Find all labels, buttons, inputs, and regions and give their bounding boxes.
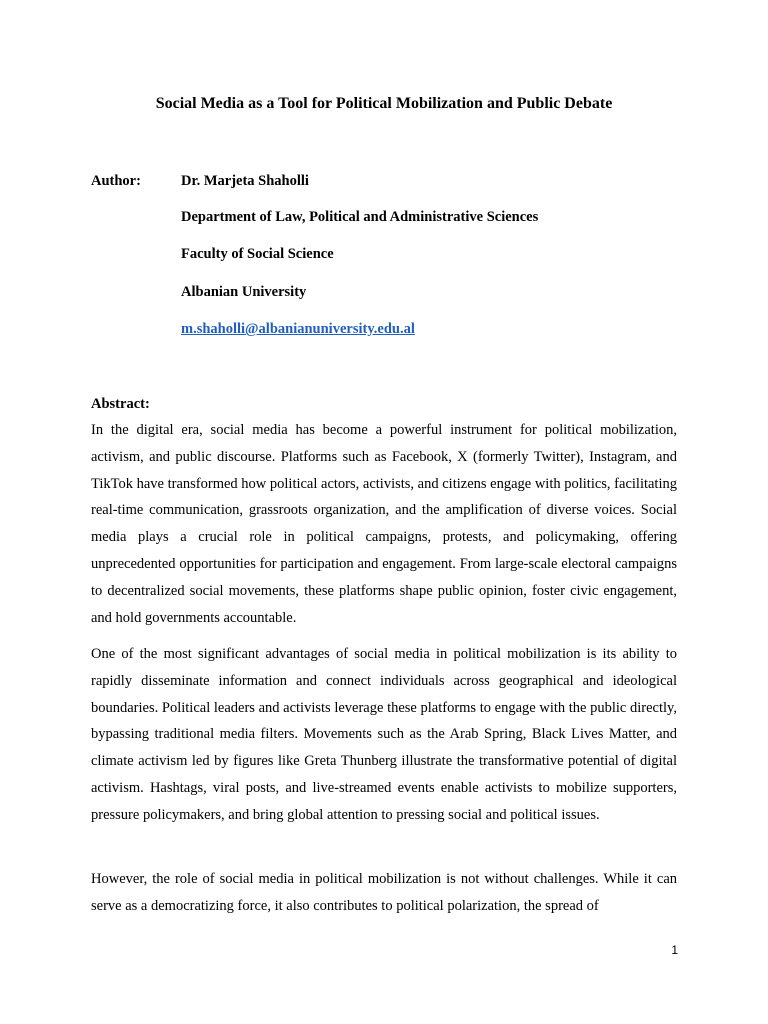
abstract-paragraph-1: In the digital era, social media has become a powerful instrument for political mobilization, activism, and public discourse. Platforms such as Facebook, X (formerly Twitter), Instagram, and TikTok have transformed how political actors, activists, and citizens engage with politics, facilitating real-time communication, grassroots organization, and the amplification of diverse voices. Social media plays a crucial role in political campaigns, protests, and policymaking, offering unprecedented opportunities for participation and engagement. From large-scale electoral campaigns to decentralized social movements, these platforms shape public opinion, foster civic engagement, and hold governments accountable. xyxy=(91,422,677,626)
author-name: Dr. Marjeta Shaholli xyxy=(181,173,309,189)
author-email-link[interactable]: m.shaholli@albanianuniversity.edu.al xyxy=(181,321,415,337)
abstract-paragraph-2: One of the most significant advantages of social media in political mobilization is its ability to rapidly disseminate information and connect individuals across geographical and ideological boundaries. Political leaders and activists leverage these platforms to engage with the public directly, bypassing traditional media filters. Movements such as the Arab Spring, Black Lives Matter, and climate activism led by figures like Greta Thunberg illustrate the transformative potential of digital activism. Hashtags, viral posts, and live-streamed events enable activists to mobilize supporters, pressure policymakers, and bring global attention to pressing social and political issues. xyxy=(91,646,677,823)
abstract-heading: Abstract: xyxy=(91,396,150,412)
author-email-row xyxy=(181,319,415,339)
author-label: Author: xyxy=(91,173,141,189)
abstract-paragraph-3: However, the role of social media in political mobilization is not without challenges. While it can serve as a democratizing force, it also contributes to political polarization, the spread of xyxy=(91,871,677,914)
author-faculty: Faculty of Social Science xyxy=(181,246,334,262)
author-department: Department of Law, Political and Administrative Sciences xyxy=(181,209,539,225)
page-number: 1 xyxy=(671,943,678,957)
author-university: Albanian University xyxy=(181,284,307,300)
document-title: Social Media as a Tool for Political Mobilization and Public Debate xyxy=(155,95,613,112)
